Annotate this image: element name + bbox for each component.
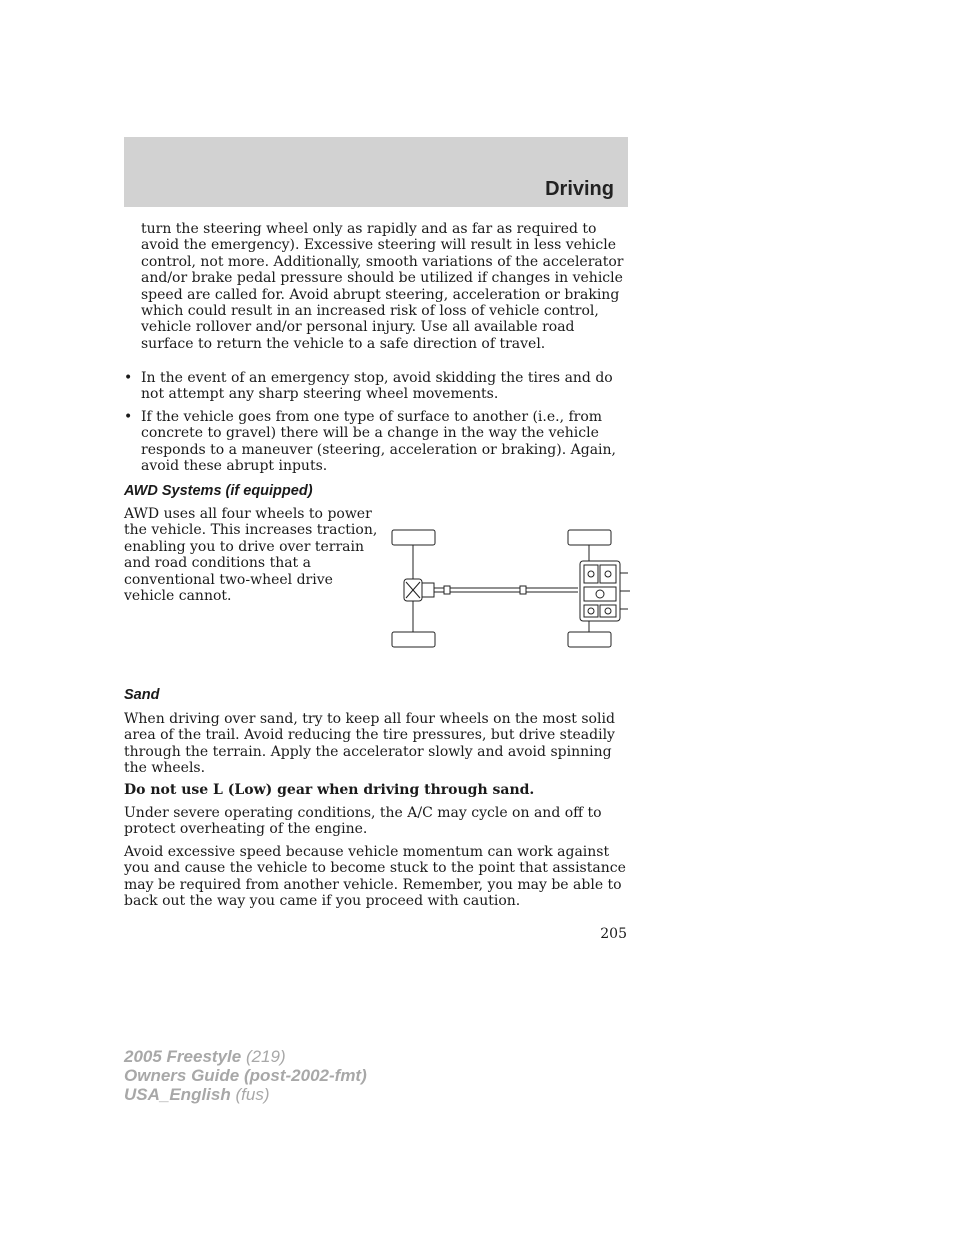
sand-paragraph-2: Under severe operating conditions, the A/C may cycle on and off to protect overheating of the engine.	[124, 805, 602, 838]
sand-paragraph-1: When driving over sand, try to keep all four wheels on the most solid area of the trail. Avoid reducing the tire pressures, but drive steadily through the terrain. Apply the accelerator slowly and avoid spinning the wheels.	[124, 711, 615, 777]
awd-paragraph: AWD uses all four wheels to power the vehicle. This increases traction, enabling you to drive over terrain and road conditions that a conventional two-wheel drive vehicle cannot.	[124, 506, 378, 605]
footer-line-3	[124, 1085, 269, 1104]
intro-paragraph: turn the steering wheel only as rapidly and as far as required to avoid the emergency). Excessive steering will result in less vehicle control, not more. Additionally, smooth variations of the accelerator and/or brake pedal pressure should be utilized if changes in vehicle speed are called for. Avoid abrupt steering, acceleration or braking which could result in an increased risk of loss of vehicle control, vehicle rollover and/or personal injury. Use all available road surface to return the vehicle to a safe direction of travel.	[141, 221, 624, 352]
sand-paragraph-3: Avoid excessive speed because vehicle momentum can work against you and cause the vehicle to become stuck to the point that assistance may be required from another vehicle. Remember, you may be able to back out the way you came if you proceed with caution.	[124, 844, 626, 910]
rear-right-wheel	[392, 632, 435, 647]
footer-language-code: (fus)	[235, 1085, 270, 1104]
sand-warning: Do not use L (Low) gear when driving through sand.	[124, 782, 535, 798]
awd-heading: AWD Systems (if equipped)	[124, 483, 313, 499]
bullet-text-surface-change: If the vehicle goes from one type of surface to another (i.e., from concrete to gravel) there will be a change in the way the vehicle responds to a maneuver (steering, acceleration or braking). Again, avoid these abrupt inputs.	[141, 409, 616, 475]
section-title: Driving	[545, 178, 614, 200]
front-left-wheel	[568, 530, 611, 545]
bullet-marker: •	[124, 370, 133, 386]
rear-left-wheel	[392, 530, 435, 545]
front-right-wheel	[568, 632, 611, 647]
front-engine-transaxle	[580, 561, 630, 621]
awd-drivetrain-diagram	[388, 527, 634, 649]
bullet-text-emergency-stop: In the event of an emergency stop, avoid skidding the tires and do not attempt any sharp steering wheel movements.	[141, 370, 613, 403]
footer-line-2	[124, 1066, 367, 1085]
footer-guide: Owners Guide (post-2002-fmt)	[124, 1066, 367, 1085]
footer-model: 2005 Freestyle	[124, 1047, 242, 1066]
driveshaft	[434, 586, 578, 594]
page-number: 205	[600, 926, 627, 942]
sand-heading: Sand	[124, 687, 160, 703]
footer-language: USA_English	[124, 1085, 231, 1104]
rear-differential	[404, 579, 434, 601]
section-header-band	[124, 137, 628, 207]
bullet-marker: •	[124, 409, 133, 425]
footer-model-code: (219)	[245, 1047, 286, 1066]
footer-line-1	[124, 1047, 286, 1066]
